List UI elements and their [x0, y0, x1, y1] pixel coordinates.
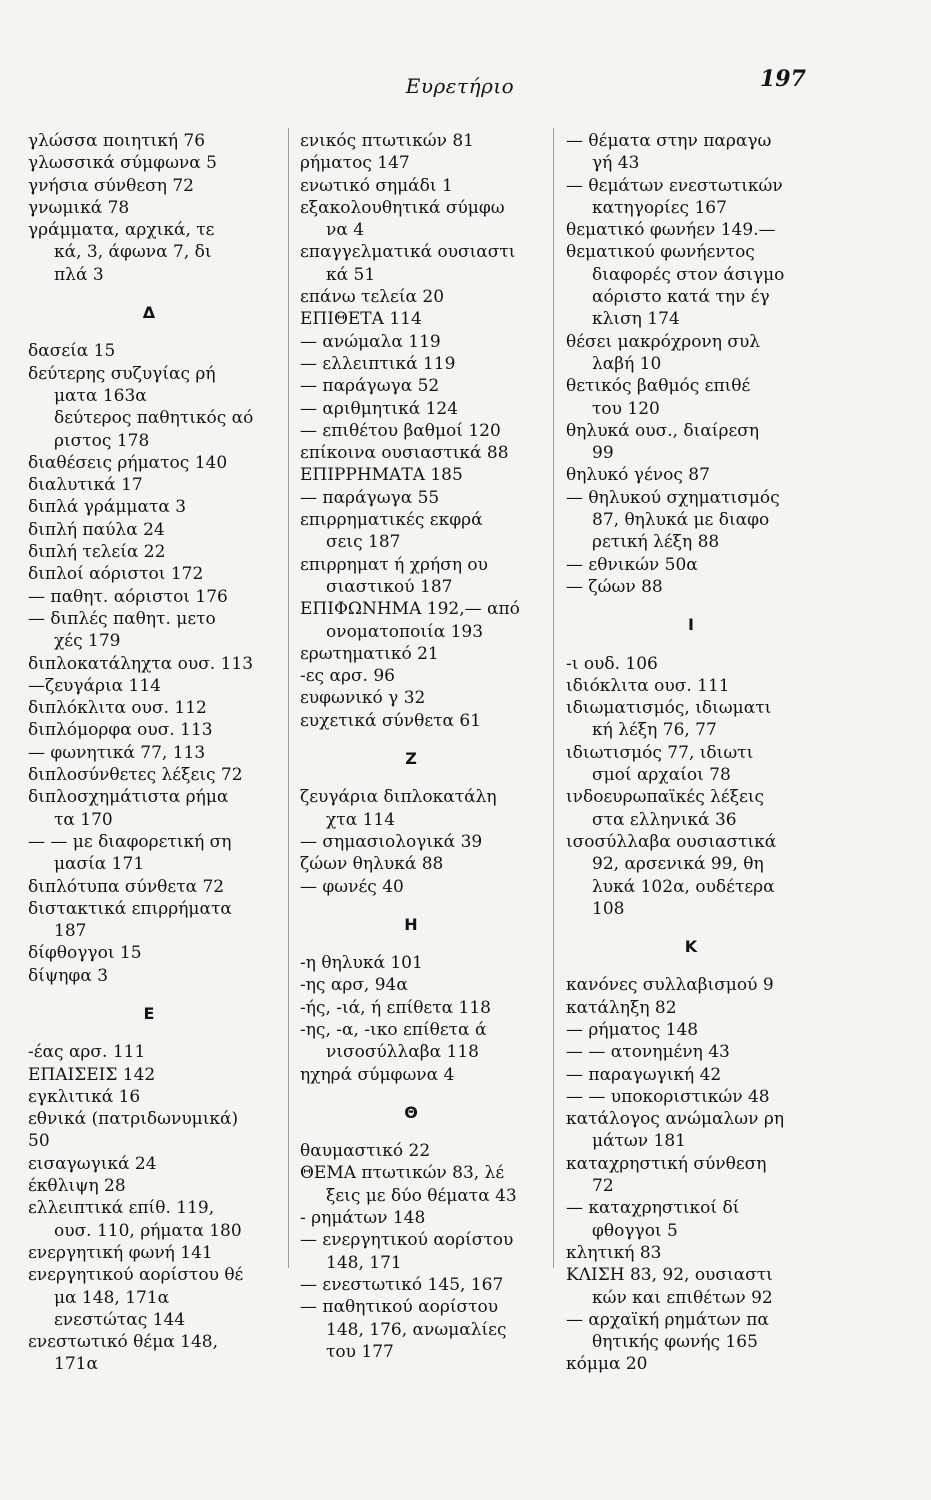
index-entry-line: διπλόκλιτα ουσ. 112	[28, 698, 207, 719]
index-entry-line: στα ελληνικά 36	[592, 809, 737, 830]
index-entry-line: 148, 176, ανωμαλίες	[326, 1319, 507, 1340]
index-entry-line: -ης, -α, -ικο επίθετα ά	[300, 1019, 487, 1040]
index-entry-line: ερωτηματικό 21	[300, 643, 439, 664]
index-entry-line: επαγγελματικά ουσιαστι	[300, 242, 516, 263]
index-entry-line: ματα 163α	[54, 385, 147, 406]
index-entry-line: -ης αρσ, 94α	[300, 975, 408, 996]
index-entry-line: κλητική 83	[566, 1242, 662, 1263]
index-entry-line: λαβή 10	[592, 353, 662, 374]
index-entry-line: — εθνικών 50α	[566, 554, 698, 575]
index-entry-line: -η θηλυκά 101	[300, 953, 423, 974]
index-entry-line: δεύτερης συζυγίας ρή	[28, 363, 216, 384]
index-entry-line: — αρχαϊκή ρημάτων πα	[566, 1309, 769, 1330]
index-entry-line: διπλότυπα σύνθετα 72	[28, 876, 225, 897]
index-entry-line: ιδιωματισμός, ιδιωματι	[566, 698, 772, 719]
index-entry-line: τα 170	[54, 809, 113, 830]
index-entry-line: θηλυκό γένος 87	[566, 465, 710, 486]
index-letter-heading: Ζ	[405, 749, 417, 769]
index-entry-line: — αριθμητικά 124	[300, 398, 459, 419]
index-entry-line: επιρρηματ ή χρήση ου	[300, 554, 488, 575]
index-entry-line: γή 43	[592, 153, 640, 174]
index-entry-line: διπλοσύνθετες λέξεις 72	[28, 765, 243, 786]
index-entry-line: θεματικού φωνήεντος	[566, 242, 755, 263]
index-entry-line: ρετική λέξη 88	[592, 532, 720, 553]
index-entry-line: χτα 114	[326, 809, 396, 830]
index-entry-line: — — υποκοριστικών 48	[566, 1086, 770, 1107]
index-column-2	[300, 130, 522, 1363]
index-entry-line: εξακολουθητικά σύμφω	[300, 197, 505, 218]
index-entry-line: — διπλές παθητ. μετο	[28, 608, 216, 629]
index-entry-line: — — με διαφορετική ση	[28, 831, 232, 852]
index-entry-line: διαφορές στον άσιγμο	[592, 264, 785, 285]
index-entry-line: εισαγωγικά 24	[28, 1153, 157, 1174]
index-entry-line: χές 179	[54, 631, 121, 652]
index-entry-line: — σημασιολογικά 39	[300, 831, 483, 852]
index-entry-line: — ανώμαλα 119	[300, 331, 441, 352]
index-entry-line: — παράγωγα 55	[300, 487, 440, 508]
index-entry-line: — ελλειπτικά 119	[300, 353, 456, 374]
index-entry-line: ρήματος 147	[300, 153, 410, 174]
index-entry-line: 50	[28, 1131, 50, 1152]
index-entry-line: δασεία 15	[28, 341, 116, 362]
index-entry-line: λυκά 102α, ουδέτερα	[592, 876, 775, 897]
index-entry-line: θηλυκά ουσ., διαίρεση	[566, 420, 760, 441]
index-entry-line: γνωμικά 78	[28, 197, 130, 218]
index-entry-line: ξεις με δύο θέματα 43	[326, 1185, 517, 1206]
index-entry-line: 99	[592, 443, 614, 464]
index-entry-line: ενεργητικού αορίστου θέ	[28, 1265, 244, 1286]
index-entry-line: — καταχρηστικοί δί	[566, 1198, 740, 1219]
index-entry-line: φθογγοι 5	[592, 1220, 678, 1241]
index-entry-line: καταχρηστική σύνθεση	[566, 1153, 767, 1174]
index-entry-line: γλώσσα ποιητική 76	[28, 131, 206, 151]
index-entry-line: εγκλιτικά 16	[28, 1086, 141, 1107]
index-entry-line: θητικής φωνής 165	[592, 1332, 758, 1353]
index-entry-line: ονοματοποιία 193	[326, 621, 484, 642]
index-entry-line: πλά 3	[54, 264, 104, 285]
index-entry-line: επίκοινα ουσιαστικά 88	[300, 443, 509, 464]
index-entry-line: — θηλυκού σχηματισμός	[566, 487, 780, 508]
index-entry-line: — παραγωγική 42	[566, 1064, 722, 1085]
index-entry-line: — ενεστωτικό 145, 167	[300, 1274, 504, 1295]
index-entry-line: ελλειπτικά επίθ. 119,	[28, 1198, 215, 1219]
index-entry-line: ισοσύλλαβα ουσιαστικά	[566, 831, 777, 852]
index-entry-line: κά 51	[326, 264, 376, 285]
index-letter-heading: Η	[404, 914, 418, 934]
index-entry-line: διπλοκατάληχτα ουσ. 113	[28, 653, 254, 674]
index-entry-line: — επιθέτου βαθμοί 120	[300, 420, 501, 441]
index-entry-line: νισοσύλλαβα 118	[326, 1042, 479, 1063]
index-entry-line: γλωσσικά σύμφωνα 5	[28, 153, 217, 174]
index-entry-line: -ες αρσ. 96	[300, 666, 395, 687]
index-entry-line: 87, θηλυκά με διαφο	[592, 510, 770, 531]
index-entry-line: ζευγάρια διπλοκατάλη	[300, 787, 497, 808]
index-entry-line: διπλή παύλα 24	[28, 519, 165, 540]
index-entry-line: -έας αρσ. 111	[28, 1042, 146, 1063]
index-entry-line: γράμματα, αρχικά, τε	[28, 220, 215, 241]
index-entry-line: ριστος 178	[54, 430, 150, 451]
index-entry-line: σιαστικού 187	[326, 576, 453, 597]
index-entry-line: διπλά γράμματα 3	[28, 497, 187, 518]
running-header-title: Ευρετήριο	[405, 74, 515, 98]
index-entry-line: — — ατονημένη 43	[566, 1042, 730, 1063]
index-entry-line: ενεστώτας 144	[54, 1309, 186, 1330]
index-entry-line: — φωνές 40	[300, 876, 404, 897]
index-entry-line: εθνικά (πατριδωνυμικά)	[28, 1109, 239, 1130]
index-entry-line: δίψηφα 3	[28, 965, 109, 986]
index-entry-line: ενωτικό σημάδι 1	[300, 175, 453, 196]
index-entry-line: διαθέσεις ρήματος 140	[28, 452, 228, 473]
index-entry-line: μάτων 181	[592, 1131, 686, 1152]
index-entry-line: ηχηρά σύμφωνα 4	[300, 1064, 455, 1085]
index-entry-line: να 4	[326, 220, 365, 241]
index-entry-line: — παθητικού αορίστου	[300, 1297, 499, 1318]
index-entry-line: ζώων θηλυκά 88	[300, 854, 444, 875]
index-entry-line: διπλοσχημάτιστα ρήμα	[28, 787, 229, 808]
column-divider	[288, 128, 289, 1268]
index-entry-line: — θέματα στην παραγω	[566, 131, 772, 151]
index-entry-line: ευχετικά σύνθετα 61	[300, 710, 482, 731]
index-entry-line: — παράγωγα 52	[300, 376, 440, 397]
index-entry-line: ευφωνικό γ 32	[300, 688, 426, 709]
column-divider	[553, 128, 554, 1268]
index-entry-line: — παθητ. αόριστοι 176	[28, 586, 228, 607]
index-entry-line: μασία 171	[54, 854, 145, 875]
index-entry-line: ενικός πτωτικών 81	[300, 131, 474, 151]
index-entry-line: 171α	[54, 1354, 98, 1375]
index-entry-line: ενεστωτικό θέμα 148,	[28, 1332, 218, 1353]
index-entry-line: διστακτικά επιρρήματα	[28, 898, 232, 919]
index-entry-line: ουσ. 110, ρήματα 180	[54, 1220, 242, 1241]
index-entry-line: 72	[592, 1176, 614, 1197]
index-letter-heading: Ε	[143, 1003, 155, 1023]
index-entry-line: — θεμάτων ενεστωτικών	[566, 175, 783, 196]
index-entry-line: 148, 171	[326, 1252, 402, 1273]
index-letter-heading: Δ	[142, 303, 156, 323]
index-entry-line: 92, αρσενικά 99, θη	[592, 854, 764, 875]
index-entry-line: 187	[54, 921, 87, 942]
index-entry-line: ιδιόκλιτα ουσ. 111	[566, 675, 730, 696]
index-entry-line: κανόνες συλλαβισμού 9	[566, 975, 774, 996]
index-entry-line: κά, 3, άφωνα 7, δι	[54, 242, 212, 263]
index-entry-line: σεις 187	[326, 532, 401, 553]
index-entry-line: του 120	[592, 398, 660, 419]
index-entry-line: θέσει μακρόχρονη συλ	[566, 331, 761, 352]
index-entry-line: θεματικό φωνήεν 149.—	[566, 220, 776, 241]
index-entry-line: κλιση 174	[592, 309, 680, 330]
index-entry-line: αόριστο κατά την έγ	[592, 287, 770, 308]
index-entry-line: θαυμαστικό 22	[300, 1141, 431, 1162]
index-entry-line: του 177	[326, 1341, 394, 1362]
index-column-3	[566, 130, 816, 1376]
index-entry-line: -ι ουδ. 106	[566, 653, 658, 674]
index-entry-line: διπλόμορφα ουσ. 113	[28, 720, 213, 741]
index-entry-line: — ζώων 88	[566, 576, 663, 597]
index-entry-line: - ρημάτων 148	[300, 1208, 426, 1229]
index-letter-heading: Ι	[688, 615, 694, 635]
index-entry-line: διαλυτικά 17	[28, 475, 143, 496]
index-entry-line: ΘΕΜΑ πτωτικών 83, λέ	[300, 1163, 505, 1184]
index-entry-line: σμοί αρχαίοι 78	[592, 765, 731, 786]
index-entry-line: ΕΠΙΘΕΤΑ 114	[300, 309, 422, 330]
index-entry-line: κών και επιθέτων 92	[592, 1287, 773, 1308]
index-entry-line: 108	[592, 898, 625, 919]
index-entry-line: θετικός βαθμός επιθέ	[566, 376, 751, 397]
index-entry-line: έκθλιψη 28	[28, 1176, 126, 1197]
index-entry-line: διπλή τελεία 22	[28, 542, 166, 563]
index-entry-line: ΚΛΙΣΗ 83, 92, ουσιαστι	[566, 1265, 773, 1286]
index-entry-line: γνήσια σύνθεση 72	[28, 175, 194, 196]
index-entry-line: ινδοευρωπαϊκές λέξεις	[566, 787, 765, 808]
index-entry-line: διπλοί αόριστοι 172	[28, 564, 204, 585]
index-entry-line: κόμμα 20	[566, 1354, 648, 1375]
index-letter-heading: Θ	[404, 1102, 418, 1122]
index-entry-line: κατάληξη 82	[566, 997, 677, 1018]
index-entry-line: κατάλογος ανώμαλων ρη	[566, 1109, 785, 1130]
index-entry-line: επιρρηματικές εκφρά	[300, 510, 483, 531]
index-entry-line: δίφθογγοι 15	[28, 943, 142, 964]
index-entry-line: ΕΠΙΡΡΗΜΑΤΑ 185	[300, 465, 463, 486]
index-column-1	[28, 130, 270, 1376]
index-entry-line: μα 148, 171α	[54, 1287, 170, 1308]
index-entry-line: —ζευγάρια 114	[28, 675, 161, 696]
index-entry-line: κή λέξη 76, 77	[592, 720, 717, 741]
index-entry-line: — ενεργητικού αορίστου	[300, 1230, 514, 1251]
index-entry-line: ΕΠΑΙΣΕΙΣ 142	[28, 1064, 156, 1085]
index-entry-line: -ής, -ιά, ή επίθετα 118	[300, 997, 491, 1018]
index-entry-line: ΕΠΙΦΩΝΗΜΑ 192,— από	[300, 599, 520, 620]
index-entry-line: ενεργητική φωνή 141	[28, 1242, 213, 1263]
index-letter-heading: Κ	[684, 937, 698, 957]
index-entry-line: ιδιωτισμός 77, ιδιωτι	[566, 742, 754, 763]
page-number: 197	[760, 66, 806, 92]
index-entry-line: δεύτερος παθητικός αό	[54, 408, 254, 429]
index-entry-line: — φωνητικά 77, 113	[28, 742, 206, 763]
index-entry-line: κατηγορίες 167	[592, 197, 727, 218]
index-entry-line: — ρήματος 148	[566, 1019, 699, 1040]
index-entry-line: επάνω τελεία 20	[300, 287, 445, 308]
